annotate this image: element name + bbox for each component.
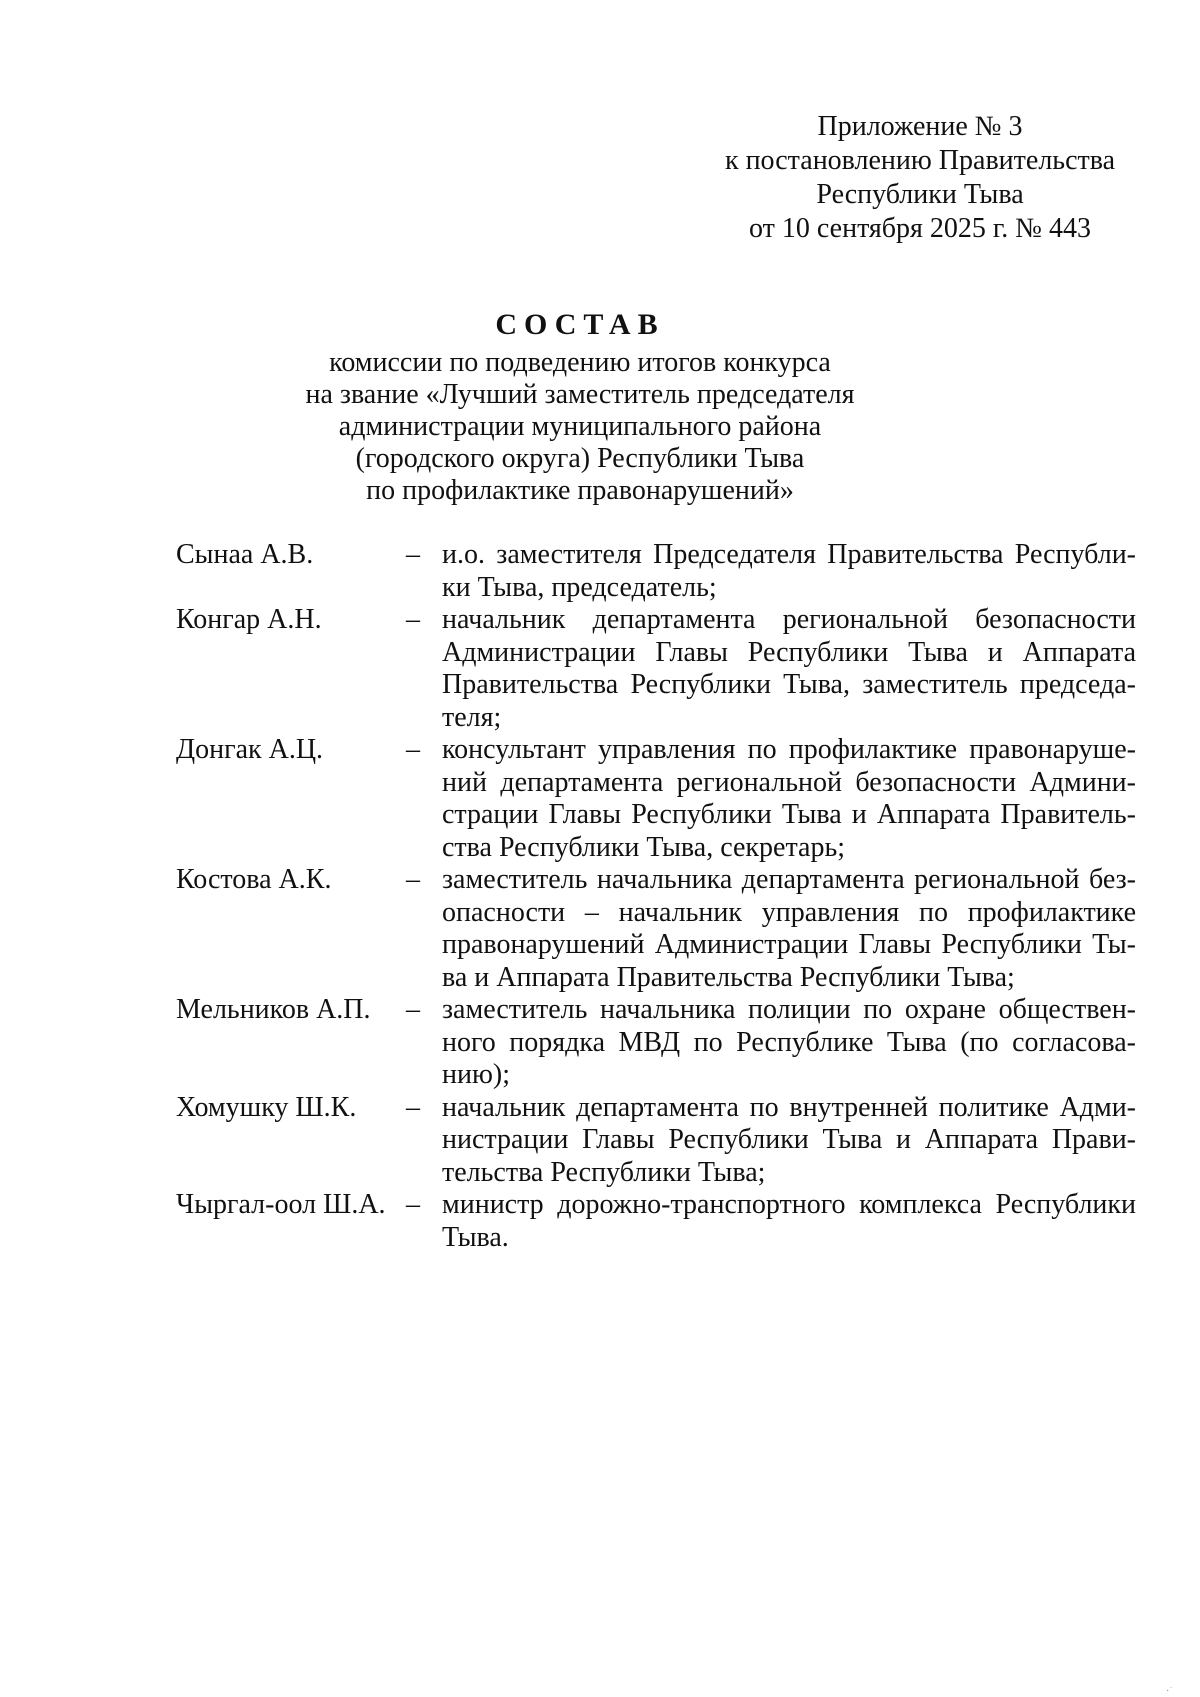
member-role bbox=[442, 604, 1136, 734]
heading-line: на звание «Лучший заместитель председателя bbox=[305, 379, 855, 410]
member-row bbox=[176, 994, 1136, 1092]
role-line: Тыва. bbox=[442, 1221, 509, 1253]
heading-line: администрации муниципального района bbox=[338, 411, 822, 442]
role-line: теля; bbox=[442, 701, 502, 733]
role-line: ва и Аппарата Правительства Республики Тыва; bbox=[442, 961, 1015, 993]
member-role bbox=[442, 864, 1136, 994]
member-name: Мельников А.П. bbox=[176, 994, 371, 1025]
appendix-header bbox=[700, 110, 1140, 246]
member-row bbox=[176, 539, 1136, 604]
member-name: Донгак А.Ц. bbox=[176, 734, 324, 765]
heading-line: (городского округа) Республики Тыва bbox=[355, 443, 805, 474]
appendix-government: Республики Тыва bbox=[816, 179, 1024, 210]
role-line: опасности – начальник управления по профилактике bbox=[442, 896, 1136, 928]
appendix-date: от 10 сентября 2025 г. № 443 bbox=[749, 213, 1091, 244]
member-name: Чыргал-оол Ш.А. bbox=[176, 1189, 386, 1220]
role-line: и.о. заместителя Председателя Правительства Республи- bbox=[442, 539, 1136, 570]
member-dash: – bbox=[406, 1091, 420, 1123]
member-role bbox=[442, 994, 1136, 1092]
scan-specks-decoration: ·͘ bbox=[1166, 1686, 1170, 1697]
member-role bbox=[442, 734, 1136, 864]
role-line: ки Тыва, председатель; bbox=[442, 571, 717, 603]
commission-members-list bbox=[176, 539, 1136, 1254]
role-line: начальник департамента региональной безопасности bbox=[442, 604, 1136, 635]
document-heading bbox=[300, 305, 860, 507]
member-row bbox=[176, 864, 1136, 994]
member-row bbox=[176, 1189, 1136, 1254]
role-line: ства Республики Тыва, секретарь; bbox=[442, 831, 845, 863]
role-line: Администрации Главы Республики Тыва и Аппарата bbox=[442, 636, 1136, 668]
member-role bbox=[442, 539, 1136, 604]
role-line: консультант управления по профилактике правонаруше- bbox=[442, 734, 1136, 765]
role-line: заместитель начальника полиции по охране обществен- bbox=[442, 994, 1136, 1025]
member-name: Сынаа А.В. bbox=[176, 539, 314, 570]
role-line: начальник департамента по внутренней политике Адми- bbox=[442, 1091, 1136, 1123]
role-line: нистрации Главы Республики Тыва и Аппарата Прави- bbox=[442, 1124, 1136, 1155]
appendix-reference: к постановлению Правительства bbox=[724, 145, 1116, 176]
member-name: Костова А.К. bbox=[176, 864, 332, 895]
member-dash: – bbox=[406, 864, 420, 895]
member-role bbox=[442, 1189, 1136, 1254]
role-line: заместитель начальника департамента региональной без- bbox=[442, 864, 1136, 895]
member-dash: – bbox=[406, 994, 420, 1025]
role-line: нию); bbox=[442, 1059, 510, 1090]
document-title: СОСТАВ bbox=[495, 308, 665, 341]
member-dash: – bbox=[406, 539, 420, 570]
role-line: тельства Республики Тыва; bbox=[442, 1156, 766, 1188]
member-dash: – bbox=[406, 1189, 420, 1220]
member-row bbox=[176, 604, 1136, 734]
role-line: страции Главы Республики Тыва и Аппарата Правитель- bbox=[442, 799, 1136, 830]
member-role bbox=[442, 1092, 1136, 1190]
member-dash: – bbox=[406, 734, 420, 765]
heading-line: по профилактике правонарушений» bbox=[366, 475, 794, 506]
member-row bbox=[176, 1092, 1136, 1190]
heading-line: комиссии по подведению итогов конкурса bbox=[329, 347, 831, 378]
role-line: правонарушений Администрации Главы Республики Ты- bbox=[442, 929, 1136, 960]
appendix-number: Приложение № 3 bbox=[817, 111, 1023, 142]
role-line: Правительства Республики Тыва, заместитель председа- bbox=[442, 669, 1136, 700]
member-name: Хомушку Ш.К. bbox=[176, 1091, 357, 1123]
role-line: ний департамента региональной безопасности Админи- bbox=[442, 766, 1136, 798]
member-name: Конгар А.Н. bbox=[176, 604, 322, 635]
member-dash: – bbox=[406, 604, 420, 635]
role-line: ного порядка МВД по Республике Тыва (по согласова- bbox=[442, 1026, 1136, 1058]
role-line: министр дорожно-транспортного комплекса Республики bbox=[442, 1189, 1136, 1220]
member-row bbox=[176, 734, 1136, 864]
